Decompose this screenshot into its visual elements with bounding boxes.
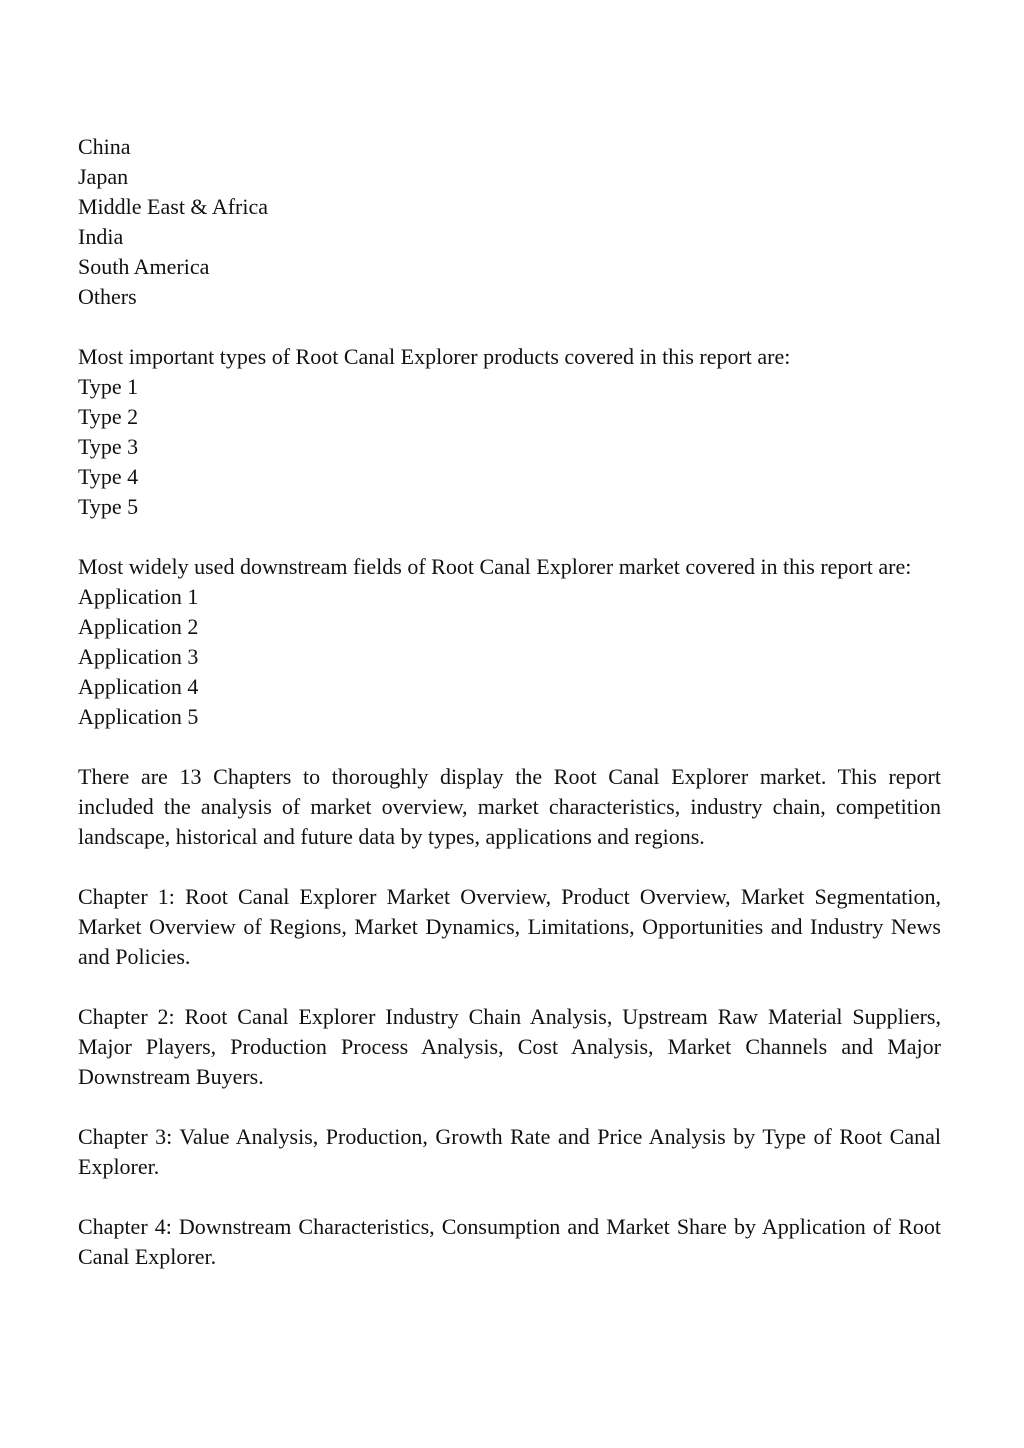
list-item: Application 4 bbox=[78, 674, 199, 699]
chapter-1-paragraph: Chapter 1: Root Canal Explorer Market Overview, Product Overview, Market Segmentation, Market Overview of Regions, Market Dynamics, Limitations, Opportunities and Industry News and Policies. bbox=[78, 884, 941, 969]
overview-paragraph: There are 13 Chapters to thoroughly display the Root Canal Explorer market. This report included the analysis of market overview, market characteristics, industry chain, competition landscape, historical and future data by types, applications and regions. bbox=[78, 764, 941, 849]
document-page bbox=[78, 132, 941, 1272]
list-item: Application 5 bbox=[78, 704, 199, 729]
list-item: Type 4 bbox=[78, 464, 139, 489]
chapter-4-paragraph: Chapter 4: Downstream Characteristics, Consumption and Market Share by Application of Root Canal Explorer. bbox=[78, 1214, 941, 1269]
list-item: Middle East & Africa bbox=[78, 194, 269, 219]
types-intro: Most important types of Root Canal Explorer products covered in this report are: bbox=[78, 344, 791, 369]
list-item: Type 3 bbox=[78, 434, 139, 459]
chapter-3-paragraph: Chapter 3: Value Analysis, Production, Growth Rate and Price Analysis by Type of Root Canal Explorer. bbox=[78, 1124, 941, 1179]
list-item: Type 5 bbox=[78, 494, 139, 519]
list-item: India bbox=[78, 224, 124, 249]
list-item: Others bbox=[78, 284, 137, 309]
list-item: China bbox=[78, 134, 131, 159]
list-item: South America bbox=[78, 254, 210, 279]
regions-list bbox=[78, 132, 941, 312]
list-item: Type 1 bbox=[78, 374, 139, 399]
chapter-2-paragraph: Chapter 2: Root Canal Explorer Industry Chain Analysis, Upstream Raw Material Suppliers, Major Players, Production Process Analysis, Cost Analysis, Market Channels and Major Downstream Buyers. bbox=[78, 1004, 941, 1089]
list-item: Application 3 bbox=[78, 644, 199, 669]
types-section bbox=[78, 342, 941, 522]
list-item: Type 2 bbox=[78, 404, 139, 429]
list-item: Japan bbox=[78, 164, 129, 189]
list-item: Application 1 bbox=[78, 584, 199, 609]
applications-intro: Most widely used downstream fields of Root Canal Explorer market covered in this report are: bbox=[78, 554, 912, 579]
applications-section bbox=[78, 552, 941, 732]
list-item: Application 2 bbox=[78, 614, 199, 639]
